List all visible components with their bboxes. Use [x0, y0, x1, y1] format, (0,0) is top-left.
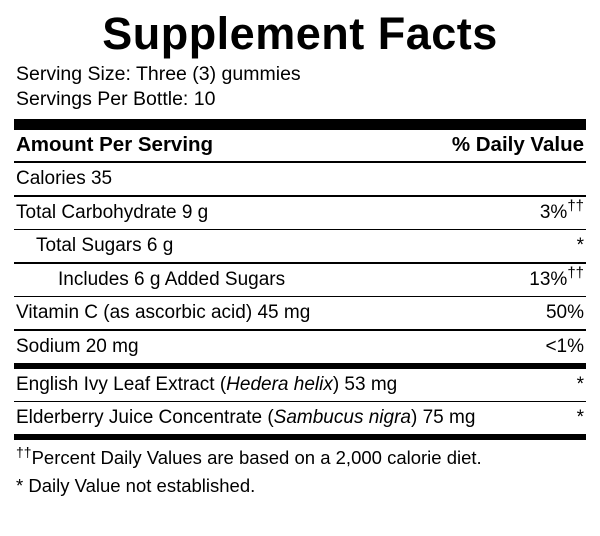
divider-thick-top — [14, 119, 586, 130]
footnote-not-established: * Daily Value not established. — [16, 475, 256, 496]
dagger-mark: †† — [567, 264, 584, 282]
botanical-name: English Ivy Leaf Extract (Hedera helix) 53 mg — [16, 373, 398, 395]
nutrient-name: Includes 6 g Added Sugars — [58, 268, 286, 290]
nutrient-dv: 13%†† — [529, 264, 584, 290]
servings-per-container-line: Servings Per Bottle: 10 — [16, 88, 216, 110]
table-row — [14, 297, 586, 329]
nutrient-dv: 50% — [545, 302, 584, 323]
daily-value-label: % Daily Value — [451, 133, 584, 156]
nutrient-dv: * — [576, 235, 584, 256]
nutrient-name: Vitamin C (as ascorbic acid) 45 mg — [16, 302, 311, 323]
nutrient-name: Calories 35 — [16, 168, 113, 189]
table-row — [14, 197, 586, 229]
table-row — [14, 230, 586, 262]
table-row — [14, 331, 586, 363]
botanical-dv: * — [576, 373, 584, 395]
page-title: Supplement Facts — [102, 8, 498, 59]
table-row — [14, 163, 586, 195]
amount-per-serving-label: Amount Per Serving — [16, 133, 214, 156]
nutrient-name: Total Carbohydrate 9 g — [16, 201, 209, 223]
botanical-dv: * — [576, 407, 584, 428]
nutrient-name: Sodium 20 mg — [16, 335, 139, 357]
dagger-mark: †† — [567, 197, 584, 215]
table-row — [14, 264, 586, 296]
nutrient-name: Total Sugars 6 g — [36, 235, 174, 256]
botanical-name: Elderberry Juice Concentrate (Sambucus nigra) 75 mg — [16, 407, 476, 428]
dagger-mark: †† — [16, 443, 32, 460]
serving-size-line: Serving Size: Three (3) gummies — [16, 63, 301, 85]
table-row — [14, 369, 586, 401]
nutrient-dv: 3%†† — [539, 197, 584, 223]
table-header-row — [14, 130, 586, 161]
table-row — [14, 402, 586, 434]
nutrient-dv: <1% — [545, 335, 584, 357]
footnote-daily-value: ††Percent Daily Values are based on a 2,000 calorie diet. — [16, 443, 482, 468]
